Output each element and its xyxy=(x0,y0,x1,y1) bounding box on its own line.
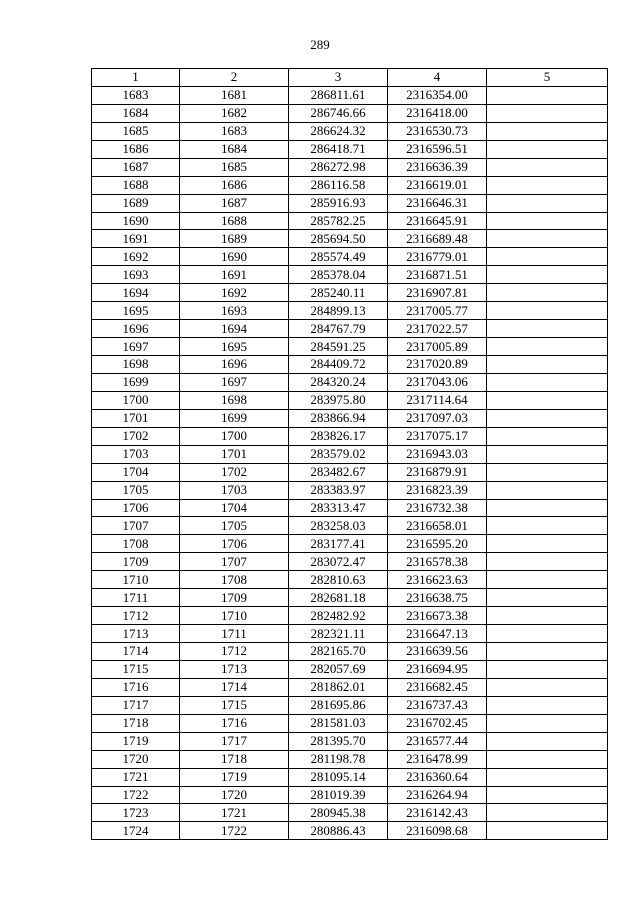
table-cell: 1707 xyxy=(180,553,289,571)
table-cell: 1710 xyxy=(92,571,180,589)
table-cell: 1710 xyxy=(180,607,289,625)
table-cell: 1713 xyxy=(180,660,289,678)
table-cell: 2316577.44 xyxy=(388,732,487,750)
table-cell: 2316360.64 xyxy=(388,768,487,786)
table-cell: 1722 xyxy=(92,786,180,804)
table-cell xyxy=(487,463,608,481)
table-cell xyxy=(487,356,608,374)
table-cell: 2316779.01 xyxy=(388,248,487,266)
table-cell: 1703 xyxy=(92,445,180,463)
table-cell: 2317005.77 xyxy=(388,302,487,320)
table-cell: 1688 xyxy=(180,212,289,230)
table-cell: 1707 xyxy=(92,517,180,535)
table-cell: 1698 xyxy=(180,391,289,409)
table-cell: 1689 xyxy=(180,230,289,248)
table-cell xyxy=(487,822,608,840)
table-cell: 1690 xyxy=(180,248,289,266)
table-cell: 286811.61 xyxy=(289,86,388,104)
table-cell: 2316673.38 xyxy=(388,607,487,625)
table-row xyxy=(92,822,608,840)
table-cell: 283177.41 xyxy=(289,535,388,553)
table-cell: 1682 xyxy=(180,104,289,122)
table-row xyxy=(92,535,608,553)
table-cell: 2317097.03 xyxy=(388,409,487,427)
table-cell xyxy=(487,176,608,194)
table-cell: 1686 xyxy=(92,140,180,158)
table-row xyxy=(92,589,608,607)
table-cell: 1706 xyxy=(92,499,180,517)
table-body xyxy=(92,86,608,839)
table-cell: 2317005.89 xyxy=(388,338,487,356)
table-cell: 1703 xyxy=(180,481,289,499)
table-row xyxy=(92,732,608,750)
table-cell: 2316264.94 xyxy=(388,786,487,804)
table-row xyxy=(92,517,608,535)
table-cell xyxy=(487,284,608,302)
table-row xyxy=(92,643,608,661)
table-cell: 1711 xyxy=(92,589,180,607)
table-row xyxy=(92,284,608,302)
table-cell xyxy=(487,373,608,391)
table-cell: 1712 xyxy=(92,607,180,625)
table-row xyxy=(92,607,608,625)
table-cell: 284767.79 xyxy=(289,320,388,338)
table-row xyxy=(92,714,608,732)
table-cell: 281395.70 xyxy=(289,732,388,750)
table-cell: 1692 xyxy=(92,248,180,266)
table-cell: 1688 xyxy=(92,176,180,194)
table-cell: 1712 xyxy=(180,643,289,661)
table-cell: 1706 xyxy=(180,535,289,553)
column-header: 3 xyxy=(289,69,388,87)
table-cell: 281695.86 xyxy=(289,696,388,714)
table-cell: 285916.93 xyxy=(289,194,388,212)
table-cell: 282810.63 xyxy=(289,571,388,589)
table-cell: 1714 xyxy=(180,678,289,696)
table-cell: 1685 xyxy=(180,158,289,176)
table-cell: 1717 xyxy=(92,696,180,714)
table-cell: 1718 xyxy=(92,714,180,732)
page-number: 289 xyxy=(310,37,330,52)
table-cell: 1705 xyxy=(180,517,289,535)
table-cell: 1718 xyxy=(180,750,289,768)
table-cell: 1713 xyxy=(92,625,180,643)
table-cell: 285782.25 xyxy=(289,212,388,230)
table-cell: 1724 xyxy=(92,822,180,840)
table-row xyxy=(92,409,608,427)
table-cell: 1701 xyxy=(92,409,180,427)
table-cell xyxy=(487,696,608,714)
table-row xyxy=(92,176,608,194)
table-cell xyxy=(487,391,608,409)
table-cell: 1697 xyxy=(180,373,289,391)
table-cell: 2316823.39 xyxy=(388,481,487,499)
table-cell xyxy=(487,714,608,732)
table-cell: 1691 xyxy=(92,230,180,248)
table-cell: 1722 xyxy=(180,822,289,840)
table-row xyxy=(92,230,608,248)
coordinates-table xyxy=(91,68,608,840)
table-cell: 1719 xyxy=(180,768,289,786)
table-cell: 1693 xyxy=(92,266,180,284)
table-cell: 2316694.95 xyxy=(388,660,487,678)
table-row xyxy=(92,266,608,284)
table-cell: 1708 xyxy=(180,571,289,589)
table-cell: 286272.98 xyxy=(289,158,388,176)
table-cell xyxy=(487,625,608,643)
table-cell: 1699 xyxy=(92,373,180,391)
table-cell: 1684 xyxy=(180,140,289,158)
table-cell: 283383.97 xyxy=(289,481,388,499)
table-cell: 2316596.51 xyxy=(388,140,487,158)
table-cell: 2316646.31 xyxy=(388,194,487,212)
table-cell xyxy=(487,678,608,696)
table-cell: 1683 xyxy=(92,86,180,104)
table-cell: 1700 xyxy=(92,391,180,409)
table-cell: 282321.11 xyxy=(289,625,388,643)
table-cell: 284899.13 xyxy=(289,302,388,320)
table-cell: 285240.11 xyxy=(289,284,388,302)
table-cell: 2317075.17 xyxy=(388,427,487,445)
table-row xyxy=(92,338,608,356)
table-cell xyxy=(487,248,608,266)
table-cell: 2316098.68 xyxy=(388,822,487,840)
table-cell: 1702 xyxy=(180,463,289,481)
table-cell: 2316639.56 xyxy=(388,643,487,661)
table-cell xyxy=(487,804,608,822)
table-cell: 286116.58 xyxy=(289,176,388,194)
table-cell: 2316871.51 xyxy=(388,266,487,284)
table-cell: 1701 xyxy=(180,445,289,463)
table-cell: 1687 xyxy=(92,158,180,176)
table-cell: 1715 xyxy=(92,660,180,678)
table-cell: 281581.03 xyxy=(289,714,388,732)
table-cell xyxy=(487,643,608,661)
table-cell: 283313.47 xyxy=(289,499,388,517)
table-cell: 1681 xyxy=(180,86,289,104)
table-cell: 1694 xyxy=(180,320,289,338)
table-cell: 2316595.20 xyxy=(388,535,487,553)
table-cell: 2316645.91 xyxy=(388,212,487,230)
table-cell xyxy=(487,409,608,427)
table-cell: 1714 xyxy=(92,643,180,661)
table-cell xyxy=(487,607,608,625)
table-cell: 283482.67 xyxy=(289,463,388,481)
table-cell xyxy=(487,338,608,356)
table-row xyxy=(92,750,608,768)
table-cell xyxy=(487,122,608,140)
table-cell xyxy=(487,571,608,589)
table-cell: 286624.32 xyxy=(289,122,388,140)
table-cell: 1716 xyxy=(180,714,289,732)
table-cell: 1690 xyxy=(92,212,180,230)
table-cell: 1717 xyxy=(180,732,289,750)
table-cell: 1689 xyxy=(92,194,180,212)
table-cell xyxy=(487,445,608,463)
table-cell: 1716 xyxy=(92,678,180,696)
table-cell xyxy=(487,158,608,176)
table-cell: 1696 xyxy=(180,356,289,374)
table-cell xyxy=(487,786,608,804)
table-cell: 2316578.38 xyxy=(388,553,487,571)
table-row xyxy=(92,445,608,463)
table-cell: 2316658.01 xyxy=(388,517,487,535)
table-cell: 2316879.91 xyxy=(388,463,487,481)
table-cell: 1709 xyxy=(92,553,180,571)
table-cell: 1721 xyxy=(180,804,289,822)
table-cell: 1720 xyxy=(180,786,289,804)
table-cell: 1723 xyxy=(92,804,180,822)
table-cell xyxy=(487,499,608,517)
table-row xyxy=(92,391,608,409)
table-cell: 2316354.00 xyxy=(388,86,487,104)
table-cell: 1696 xyxy=(92,320,180,338)
table-cell: 280945.38 xyxy=(289,804,388,822)
table-cell: 1719 xyxy=(92,732,180,750)
table-cell: 1691 xyxy=(180,266,289,284)
table-cell: 1700 xyxy=(180,427,289,445)
table-cell xyxy=(487,732,608,750)
table-row xyxy=(92,194,608,212)
table-row xyxy=(92,373,608,391)
table-cell xyxy=(487,140,608,158)
table-cell: 2316638.75 xyxy=(388,589,487,607)
table-cell: 283258.03 xyxy=(289,517,388,535)
table-cell xyxy=(487,750,608,768)
table-cell: 283866.94 xyxy=(289,409,388,427)
table-cell xyxy=(487,427,608,445)
table-cell: 2316907.81 xyxy=(388,284,487,302)
table-cell: 2316702.45 xyxy=(388,714,487,732)
table-cell: 1694 xyxy=(92,284,180,302)
table-cell: 2316418.00 xyxy=(388,104,487,122)
table-cell: 282681.18 xyxy=(289,589,388,607)
table-cell: 285694.50 xyxy=(289,230,388,248)
table-cell: 285574.49 xyxy=(289,248,388,266)
table-cell: 286418.71 xyxy=(289,140,388,158)
table-row xyxy=(92,302,608,320)
table-cell: 1704 xyxy=(180,499,289,517)
table-cell: 281019.39 xyxy=(289,786,388,804)
table-cell: 2316943.03 xyxy=(388,445,487,463)
column-header: 2 xyxy=(180,69,289,87)
table-cell: 1704 xyxy=(92,463,180,481)
table-row xyxy=(92,158,608,176)
table-cell: 2316478.99 xyxy=(388,750,487,768)
table-cell: 1697 xyxy=(92,338,180,356)
table-cell xyxy=(487,194,608,212)
table-cell xyxy=(487,320,608,338)
table-cell: 281198.78 xyxy=(289,750,388,768)
table-cell: 2316142.43 xyxy=(388,804,487,822)
table-cell: 2316732.38 xyxy=(388,499,487,517)
table-cell: 282482.92 xyxy=(289,607,388,625)
table-row xyxy=(92,804,608,822)
table-row xyxy=(92,86,608,104)
table-cell xyxy=(487,768,608,786)
table-cell: 1699 xyxy=(180,409,289,427)
table-cell: 282165.70 xyxy=(289,643,388,661)
table-row xyxy=(92,212,608,230)
table-cell: 1702 xyxy=(92,427,180,445)
table-cell xyxy=(487,517,608,535)
table-cell: 1685 xyxy=(92,122,180,140)
column-header: 5 xyxy=(487,69,608,87)
table-cell: 1683 xyxy=(180,122,289,140)
table-cell: 1721 xyxy=(92,768,180,786)
table-row xyxy=(92,625,608,643)
table-row xyxy=(92,248,608,266)
table-header-row xyxy=(92,69,608,87)
table-row xyxy=(92,499,608,517)
table-row xyxy=(92,356,608,374)
table-row xyxy=(92,427,608,445)
table-cell: 1684 xyxy=(92,104,180,122)
table-row xyxy=(92,571,608,589)
table-cell: 2317020.89 xyxy=(388,356,487,374)
table-cell: 286746.66 xyxy=(289,104,388,122)
table-cell: 2316647.13 xyxy=(388,625,487,643)
table-cell xyxy=(487,481,608,499)
table-cell: 1693 xyxy=(180,302,289,320)
table-row xyxy=(92,320,608,338)
table-cell xyxy=(487,553,608,571)
table-row xyxy=(92,768,608,786)
table-cell xyxy=(487,302,608,320)
table-cell xyxy=(487,589,608,607)
table-cell xyxy=(487,86,608,104)
table-cell xyxy=(487,535,608,553)
table-cell: 1711 xyxy=(180,625,289,643)
table-cell: 1686 xyxy=(180,176,289,194)
table-cell: 2316737.43 xyxy=(388,696,487,714)
table-row xyxy=(92,660,608,678)
table-cell xyxy=(487,212,608,230)
table-cell: 2317114.64 xyxy=(388,391,487,409)
table-cell: 284591.25 xyxy=(289,338,388,356)
table-cell: 1708 xyxy=(92,535,180,553)
table-cell xyxy=(487,266,608,284)
table-row xyxy=(92,140,608,158)
table-cell: 281862.01 xyxy=(289,678,388,696)
column-header: 4 xyxy=(388,69,487,87)
table-cell: 2316530.73 xyxy=(388,122,487,140)
table-row xyxy=(92,696,608,714)
table-cell: 283579.02 xyxy=(289,445,388,463)
table-cell: 1695 xyxy=(92,302,180,320)
table-cell: 1715 xyxy=(180,696,289,714)
table-cell xyxy=(487,230,608,248)
table-cell: 1698 xyxy=(92,356,180,374)
table-cell: 283975.80 xyxy=(289,391,388,409)
table-cell xyxy=(487,660,608,678)
table-cell: 2316636.39 xyxy=(388,158,487,176)
table-cell xyxy=(487,104,608,122)
table-cell: 284320.24 xyxy=(289,373,388,391)
table-row xyxy=(92,786,608,804)
table-cell: 1692 xyxy=(180,284,289,302)
table-cell: 285378.04 xyxy=(289,266,388,284)
table-cell: 282057.69 xyxy=(289,660,388,678)
table-row xyxy=(92,104,608,122)
table-row xyxy=(92,122,608,140)
table-cell: 283072.47 xyxy=(289,553,388,571)
table-cell: 2317022.57 xyxy=(388,320,487,338)
table-cell: 1695 xyxy=(180,338,289,356)
table-cell: 1705 xyxy=(92,481,180,499)
table-row xyxy=(92,678,608,696)
table-row xyxy=(92,481,608,499)
table-cell: 2317043.06 xyxy=(388,373,487,391)
column-header: 1 xyxy=(92,69,180,87)
table-cell: 2316619.01 xyxy=(388,176,487,194)
table-cell: 1687 xyxy=(180,194,289,212)
table-cell: 281095.14 xyxy=(289,768,388,786)
table-cell: 284409.72 xyxy=(289,356,388,374)
table-cell: 2316689.48 xyxy=(388,230,487,248)
table-cell: 2316682.45 xyxy=(388,678,487,696)
table-cell: 2316623.63 xyxy=(388,571,487,589)
table-cell: 1709 xyxy=(180,589,289,607)
table-row xyxy=(92,553,608,571)
table-cell: 1720 xyxy=(92,750,180,768)
table-cell: 280886.43 xyxy=(289,822,388,840)
table-row xyxy=(92,463,608,481)
table-cell: 283826.17 xyxy=(289,427,388,445)
